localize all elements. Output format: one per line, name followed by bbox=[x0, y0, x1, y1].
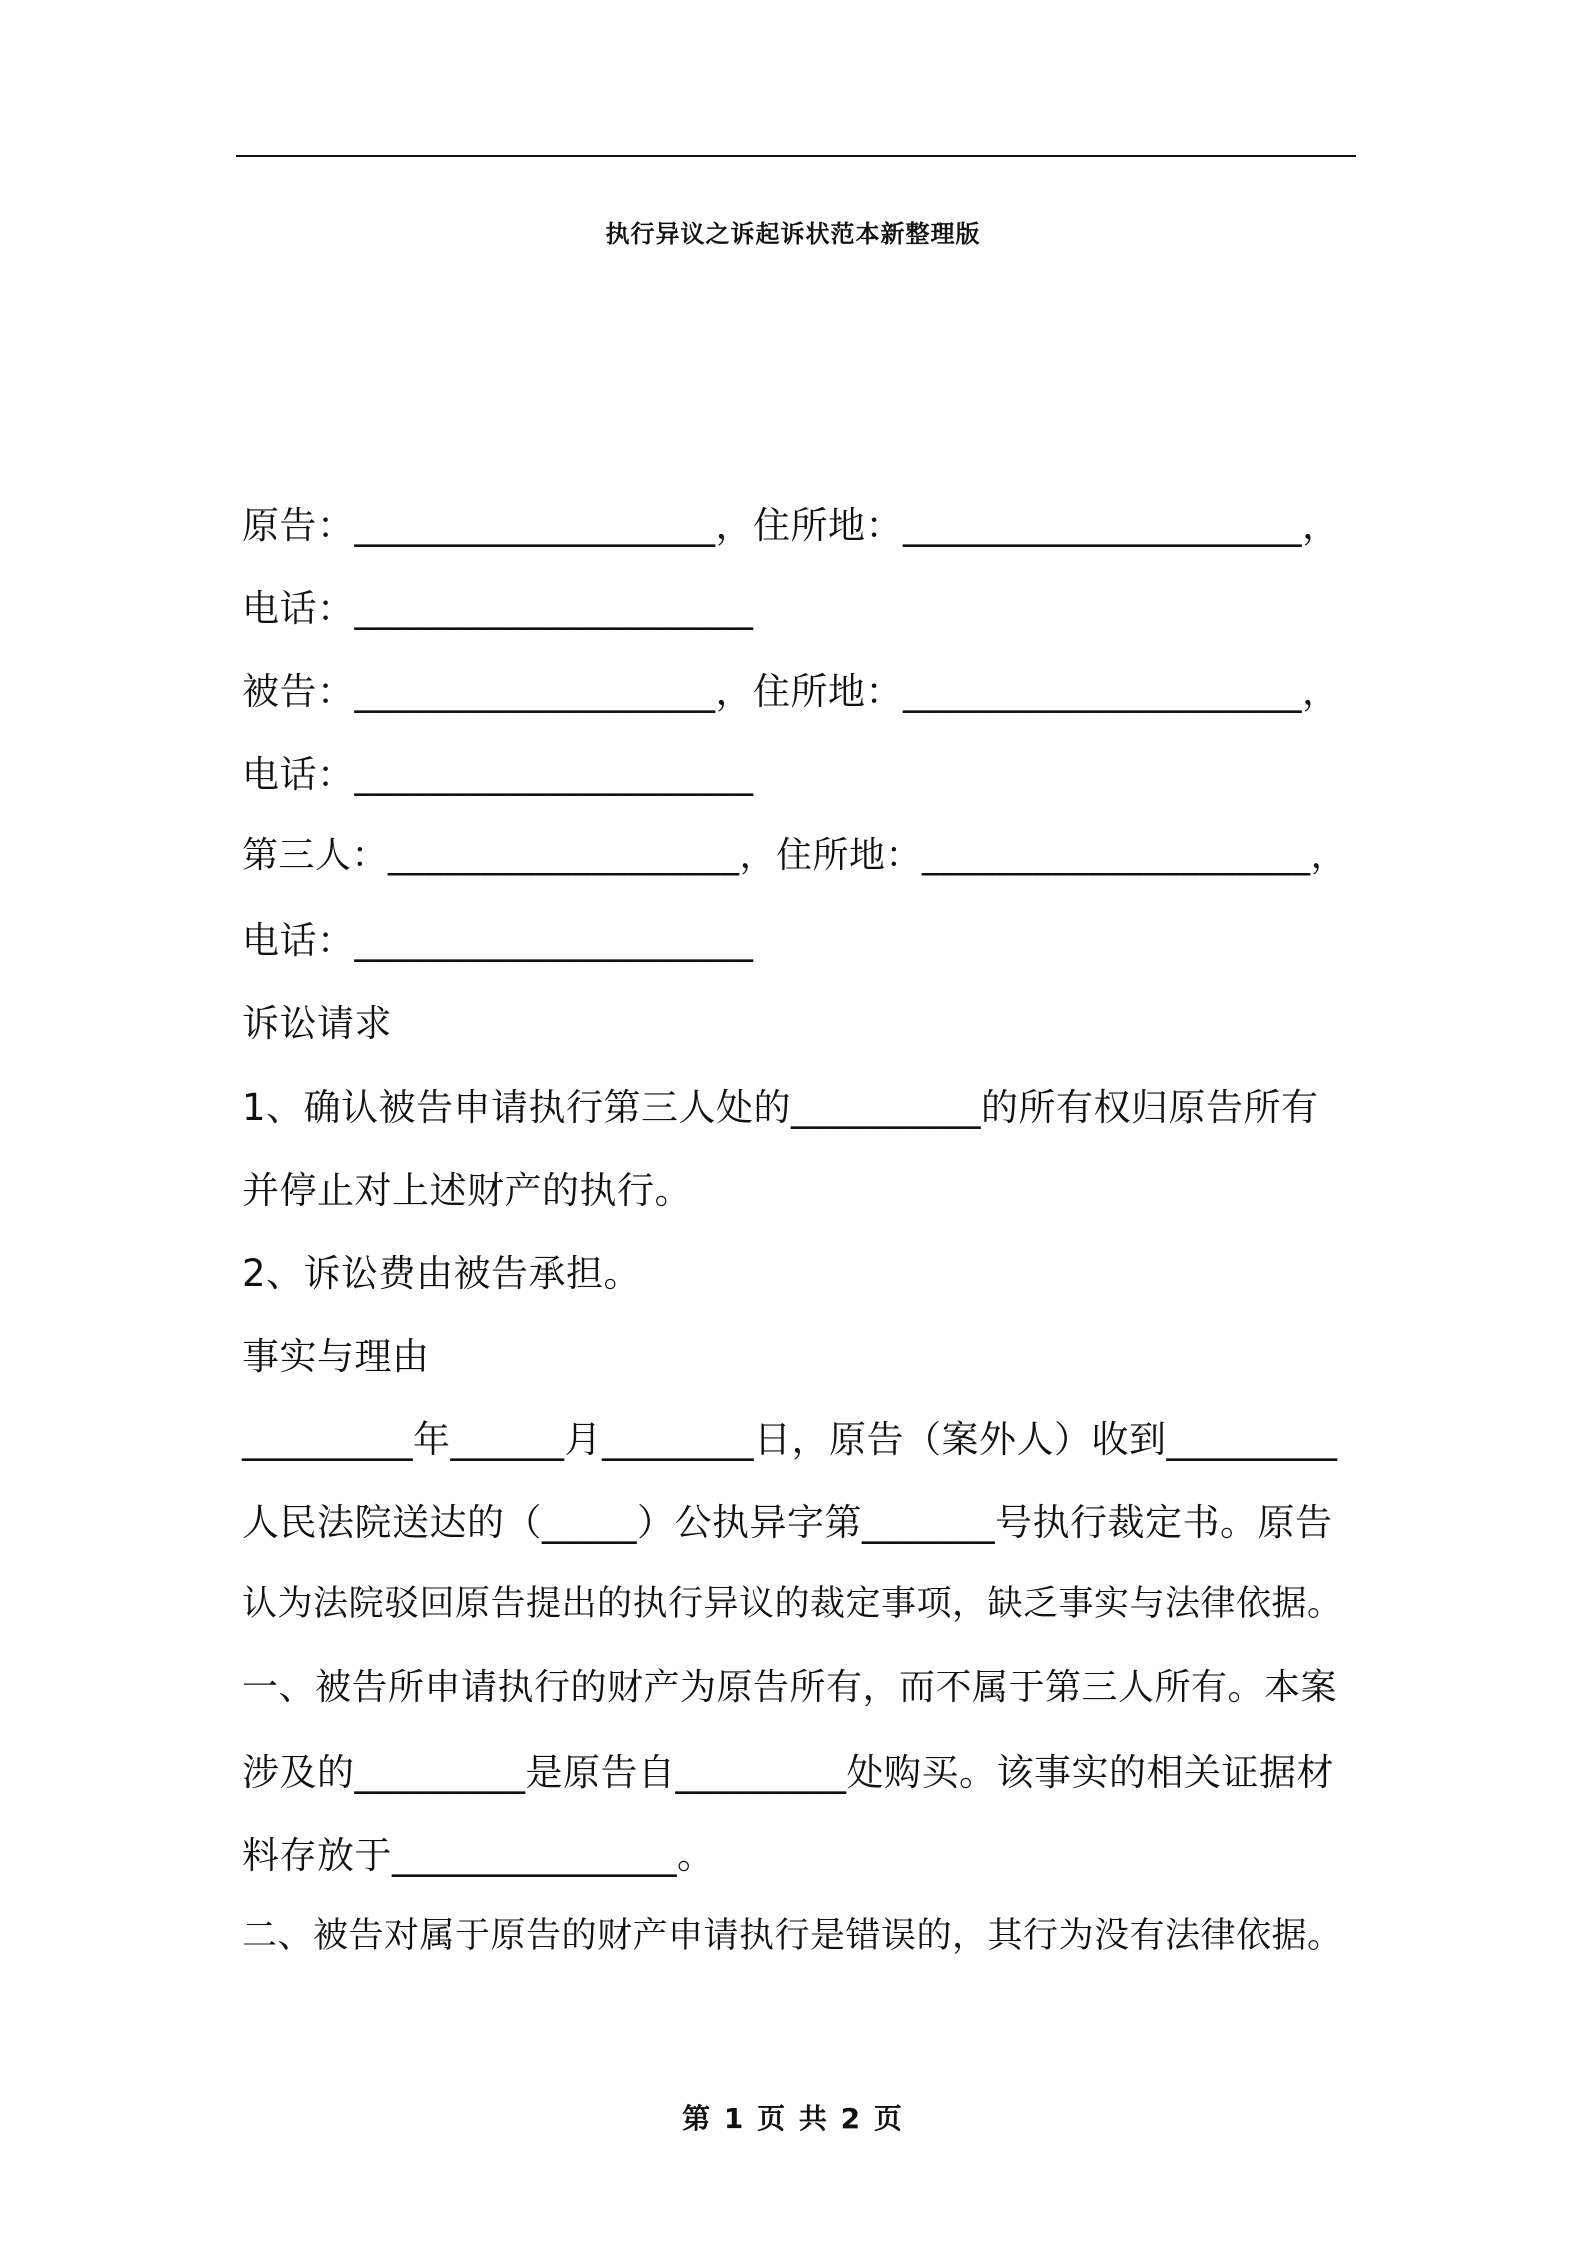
reason-1-line-2: 涉及的_________是原告自_________处购买。该事实的相关证据材 bbox=[242, 1751, 1334, 1794]
defendant-phone-line: 电话：_____________________ bbox=[242, 753, 754, 796]
facts-line-3: 认为法院驳回原告提出的执行异议的裁定事项，缺乏事实与法律依据。 bbox=[242, 1584, 1343, 1624]
defendant-line: 被告：___________________，住所地：_____________________， bbox=[242, 670, 1340, 713]
header-rule bbox=[236, 155, 1356, 157]
facts-line-2: 人民法院送达的（_____）公执异字第_______号执行裁定书。原告 bbox=[242, 1501, 1333, 1544]
claim-2-line: 2、诉讼费由被告承担。 bbox=[242, 1252, 642, 1295]
reason-1-line-3: 料存放于_______________。 bbox=[242, 1834, 715, 1877]
claim-1-line-1: 1、确认被告申请执行第三人处的__________的所有权归原告所有 bbox=[242, 1086, 1319, 1129]
facts-heading: 事实与理由 bbox=[242, 1335, 430, 1378]
third-party-line: 第三人：___________________，住所地：_____________________， bbox=[242, 835, 1348, 876]
document-title: 执行异议之诉起诉状范本新整理版 bbox=[605, 220, 981, 248]
reason-1-line-1: 一、被告所申请执行的财产为原告所有，而不属于第三人所有。本案 bbox=[242, 1667, 1338, 1708]
page-number-footer: 第 1 页 共 2 页 bbox=[682, 2102, 904, 2135]
reason-2-line: 二、被告对属于原告的财产申请执行是错误的，其行为没有法律依据。 bbox=[242, 1916, 1343, 1956]
claim-1-line-2: 并停止对上述财产的执行。 bbox=[242, 1169, 692, 1212]
claims-heading: 诉讼请求 bbox=[242, 1002, 392, 1045]
plaintiff-phone-line: 电话：_____________________ bbox=[242, 587, 754, 630]
third-party-phone-line: 电话：_____________________ bbox=[242, 919, 754, 962]
facts-line-1: _________年______月________日，原告（案外人）收到_________ bbox=[242, 1418, 1338, 1461]
plaintiff-line: 原告：___________________，住所地：_____________________， bbox=[242, 504, 1340, 547]
